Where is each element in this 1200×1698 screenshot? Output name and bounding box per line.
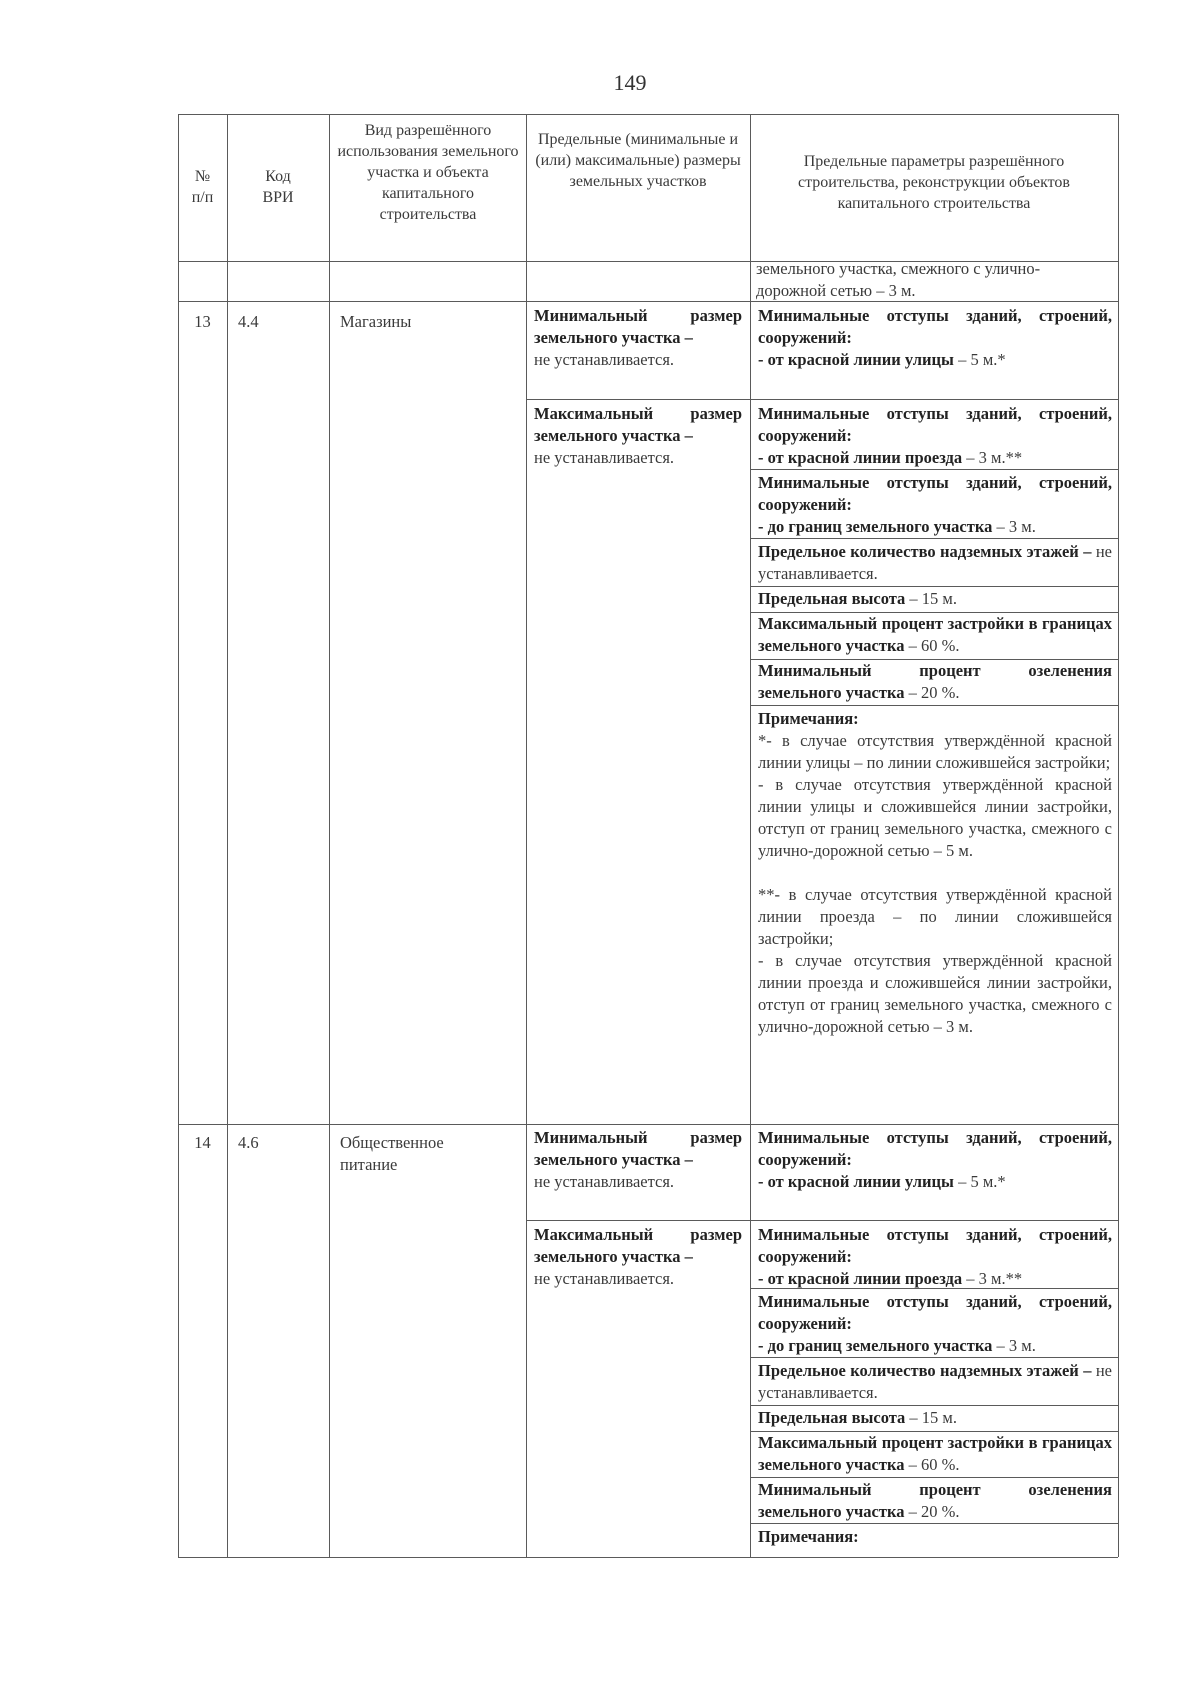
header-permitted-use: Вид разрешённого использования земельного участка и объекта капитального строительства <box>337 122 519 223</box>
param-setback-boundary: Минимальные отступы зданий, строений, сооружений: - до границ земельного участка – 3 м. <box>758 1292 1112 1355</box>
page-number: 149 <box>613 70 647 95</box>
param-floors: Предельное количество надземных этажей – не устанавливается. <box>758 1361 1112 1402</box>
param-setback-street: Минимальные отступы зданий, строений, сооружений: - от красной линии улицы – 5 м.* <box>758 1128 1112 1191</box>
header-code: Код ВРИ <box>262 168 294 206</box>
row-number: 13 <box>194 312 211 331</box>
row-use: Магазины <box>340 312 412 331</box>
param-greening: Минимальный процент озеленения земельного участка – 20 %. <box>758 661 1112 702</box>
notes: Примечания: <box>758 1527 859 1546</box>
header-plot-sizes: Предельные (минимальные и (или) максимальные) размеры земельных участков <box>535 131 741 190</box>
max-plot-size: Максимальный размер земельного участка – не устанавливается. <box>534 1225 742 1288</box>
row-number: 14 <box>194 1133 211 1152</box>
notes: Примечания: *- в случае отсутствия утверждённой красной линии улицы – по линии сложившейся застройки; - в случае отсутствия утверждённой красной линии улицы и сложившейся линии застройки, отступ от границ земельного участка, смежного с улично-дорожной сетью – 5 м. **- в случае отсутствия утверждённой красной линии проезда – по линии сложившейся застройки; - в случае отсутствия утверждённой красной линии проезда и сложившейся линии застройки, отступ от границ земельного участка, смежного с улично-дорожной сетью – 3 м. <box>758 709 1112 1036</box>
note-4: - в случае отсутствия утверждённой красной линии проезда и сложившейся линии застройки, отступ от границ земельного участка, смежного с улично-дорожной сетью – 3 м. <box>758 951 1112 1036</box>
carryover-text: земельного участка, смежного с улично- дорожной сетью – 3 м. <box>756 259 1041 300</box>
header-parameters: Предельные параметры разрешённого строительства, реконструкции объектов капитального строительства <box>798 153 1070 212</box>
param-height: Предельная высота – 15 м. <box>758 1408 957 1427</box>
param-floors: Предельное количество надземных этажей – не устанавливается. <box>758 542 1112 583</box>
header-number: № п/п <box>191 168 214 206</box>
min-plot-size: Минимальный размер земельного участка – не устанавливается. <box>534 306 742 369</box>
max-plot-size: Максимальный размер земельного участка – не устанавливается. <box>534 404 742 467</box>
note-1: *- в случае отсутствия утверждённой красной линии улицы – по линии сложившейся застройки; <box>758 731 1112 772</box>
param-height: Предельная высота – 15 м. <box>758 589 957 608</box>
param-setback-street: Минимальные отступы зданий, строений, сооружений: - от красной линии улицы – 5 м.* <box>758 306 1112 369</box>
note-2: - в случае отсутствия утверждённой красной линии улицы и сложившейся линии застройки, отступ от границ земельного участка, смежного с улично-дорожной сетью – 5 м. <box>758 775 1112 860</box>
param-setback-boundary: Минимальные отступы зданий, строений, сооружений: - до границ земельного участка – 3 м. <box>758 473 1112 536</box>
param-coverage: Максимальный процент застройки в границах земельного участка – 60 %. <box>758 1433 1112 1474</box>
param-setback-passage: Минимальные отступы зданий, строений, сооружений: - от красной линии проезда – 3 м.** <box>758 404 1112 467</box>
row-code: 4.4 <box>238 312 259 331</box>
param-greening: Минимальный процент озеленения земельного участка – 20 %. <box>758 1480 1112 1521</box>
row-code: 4.6 <box>238 1133 259 1152</box>
param-setback-passage: Минимальные отступы зданий, строений, сооружений: - от красной линии проезда – 3 м.** <box>758 1225 1112 1288</box>
param-coverage: Максимальный процент застройки в границах земельного участка – 60 %. <box>758 614 1112 655</box>
note-3: **- в случае отсутствия утверждённой красной линии проезда – по линии сложившейся застройки; <box>758 885 1112 948</box>
row-use: Общественное питание <box>340 1133 444 1174</box>
min-plot-size: Минимальный размер земельного участка – не устанавливается. <box>534 1128 742 1191</box>
